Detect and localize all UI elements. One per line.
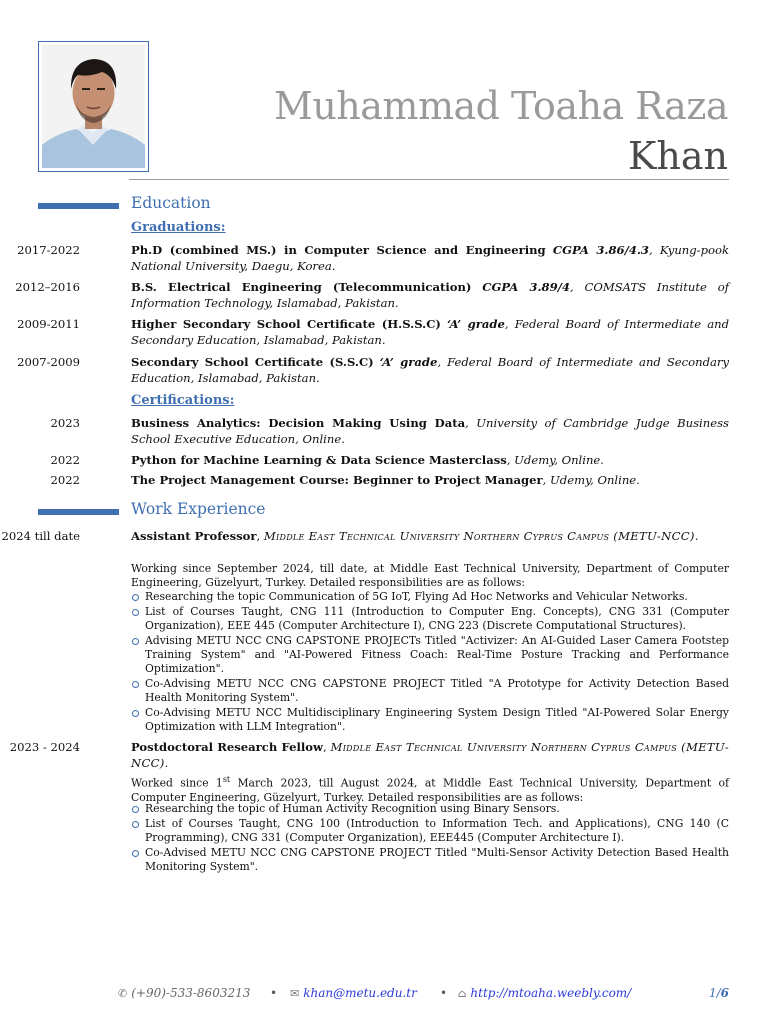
graduation-grade: CGPA 3.89/4 [482, 280, 570, 294]
education-section-bar [38, 203, 119, 209]
list-item [131, 802, 729, 816]
graduation-grade: CGPA 3.86/4.3 [552, 243, 649, 257]
certification-issuer: , Udemy, Online. [506, 453, 604, 467]
job-responsibilities [131, 590, 729, 735]
graduation-grade: ‘A’ grade [379, 355, 438, 369]
graduation-date: 2009-2011 [17, 317, 80, 331]
portrait-image [42, 45, 145, 168]
list-item [131, 605, 729, 633]
job-organization: Middle East Technical University Northern Cyprus Campus (METU-NCC). [131, 740, 730, 770]
bullet-circle-icon [132, 850, 139, 857]
graduation-degree: Secondary School Certificate (S.S.C) [131, 355, 374, 369]
certification-date: 2022 [50, 453, 80, 467]
globe-icon: ⌂ [458, 987, 467, 1000]
work-section-bar [38, 509, 119, 515]
job-date: 2023 - 2024 [9, 740, 80, 754]
certification-name: Python for Machine Learning & Data Science Masterclass [131, 453, 507, 467]
name-last: Khan [628, 134, 728, 178]
bullet-circle-icon [132, 609, 139, 616]
job-role: Assistant Professor [131, 529, 257, 543]
graduation-grade: ‘A’ grade [447, 317, 505, 331]
list-item [131, 846, 729, 874]
job-description-rest: March 2023, till August 2024, at Middle East Technical University, Department of Computer Engineering, Güzelyurt, Turkey. Detailed responsibilities are as follows: [131, 776, 729, 804]
graduation-degree: Higher Secondary School Certificate (H.S.S.C) [131, 317, 441, 331]
certifications-heading: Certifications: [131, 393, 235, 408]
list-item [131, 706, 729, 734]
bullet-circle-icon [132, 594, 139, 601]
page-number [709, 986, 729, 1000]
footer-separator: • [440, 986, 448, 1000]
job-description: Working since September 2024, till date, at Middle East Technical University, Department of Computer Engineering, Güzelyurt, Turkey. Detailed responsibilities are as follows: [131, 562, 729, 589]
graduation-institution: , Kyung-pook National University, Daegu, Korea. [131, 243, 729, 273]
graduation-date: 2007-2009 [17, 355, 80, 369]
list-item-text: Co-Advised METU NCC CNG CAPSTONE PROJECT Titled "Multi-Sensor Activity Detection Based Health Monitoring System". [145, 846, 729, 873]
footer-email[interactable] [290, 986, 417, 1000]
list-item-text: List of Courses Taught, CNG 111 (Introduction to Computer Eng. Concepts), CNG 331 (Computer Organization), EEE 445 (Computer Architecture I), CNG 223 (Discrete Computational Structures). [145, 605, 729, 632]
bullet-circle-icon [132, 821, 139, 828]
list-item [131, 677, 729, 705]
graduation-institution: , COMSATS Institute of Information Technology, Islamabad, Pakistan. [131, 280, 729, 310]
header-divider [129, 179, 729, 180]
graduation-institution: , Federal Board of Intermediate and Secondary Education, Islamabad, Pakistan. [131, 355, 730, 385]
bullet-circle-icon [132, 681, 139, 688]
graduation-date: 2012–2016 [15, 280, 80, 294]
list-item-text: Co-Advising METU NCC CNG CAPSTONE PROJECT Titled "A Prototype for Activity Detection Based Health Monitoring System". [145, 677, 729, 704]
bullet-circle-icon [132, 806, 139, 813]
bullet-circle-icon [132, 638, 139, 645]
job-date: 2024 till date [1, 529, 80, 543]
profile-photo [38, 41, 149, 172]
list-item-text: Researching the topic of Human Activity Recognition using Binary Sensors. [145, 802, 560, 815]
job-description-start: Worked since 1 [131, 776, 223, 790]
job-description-ordinal: st [222, 775, 231, 784]
footer-phone [118, 986, 250, 1000]
certification-issuer: , Udemy, Online. [542, 473, 640, 487]
graduation-degree: Ph.D (combined MS.) in Computer Science and Engineering [131, 243, 546, 257]
name-first: Muhammad Toaha Raza [273, 84, 728, 128]
job-description [131, 773, 729, 805]
footer-separator: • [270, 986, 278, 1000]
certification-issuer: , University of Cambridge Judge Business School Executive Education, Online. [131, 416, 729, 446]
envelope-icon: ✉ [290, 987, 300, 1000]
list-item [131, 634, 729, 676]
page-total: 6 [720, 986, 729, 1000]
certification-date: 2022 [50, 473, 80, 487]
graduations-heading: Graduations: [131, 220, 226, 235]
bullet-circle-icon [132, 710, 139, 717]
list-item-text: Co-Advising METU NCC Multidisciplinary Engineering System Design Titled "AI-Powered Solar Energy Optimization with LLM Integration". [145, 706, 729, 733]
page-footer [0, 986, 768, 1004]
list-item [131, 590, 729, 604]
work-section-title: Work Experience [131, 500, 266, 518]
certification-date: 2023 [50, 416, 80, 430]
graduation-degree: B.S. Electrical Engineering (Telecommunication) [131, 280, 472, 294]
job-role: Postdoctoral Research Fellow [131, 740, 323, 754]
phone-text: (+90)-533-8603213 [131, 986, 251, 1000]
email-link[interactable]: khan@metu.edu.tr [303, 986, 417, 1000]
job-organization: Middle East Technical University Northern Cyprus Campus (METU-NCC). [263, 529, 699, 543]
certification-name: The Project Management Course: Beginner to Project Manager [131, 473, 543, 487]
certification-name: Business Analytics: Decision Making Using Data [131, 416, 466, 430]
phone-icon: ✆ [118, 987, 128, 1000]
website-link[interactable]: http://mtoaha.weebly.com/ [470, 986, 632, 1000]
list-item [131, 817, 729, 845]
job-responsibilities [131, 802, 729, 875]
graduation-date: 2017-2022 [17, 243, 80, 257]
footer-website[interactable] [458, 986, 631, 1000]
page-current: 1/ [708, 986, 721, 1000]
list-item-text: Advising METU NCC CNG CAPSTONE PROJECTs Titled "Activizer: An AI-Guided Laser Camera Footstep Training System" and "AI-Powered Fitness Coach: Real-Time Posture Tracking and Performance Optimization". [145, 634, 729, 675]
list-item-text: Researching the topic Communication of 5G IoT, Flying Ad Hoc Networks and Vehicular Networks. [145, 590, 688, 603]
education-section-title: Education [131, 194, 211, 212]
list-item-text: List of Courses Taught, CNG 100 (Introduction to Information Tech. and Applications), CNG 140 (C Programming), CNG 331 (Computer Organization), EEE445 (Computer Architecture I). [145, 817, 729, 844]
graduation-institution: , Federal Board of Intermediate and Secondary Education, Islamabad, Pakistan. [131, 317, 729, 347]
